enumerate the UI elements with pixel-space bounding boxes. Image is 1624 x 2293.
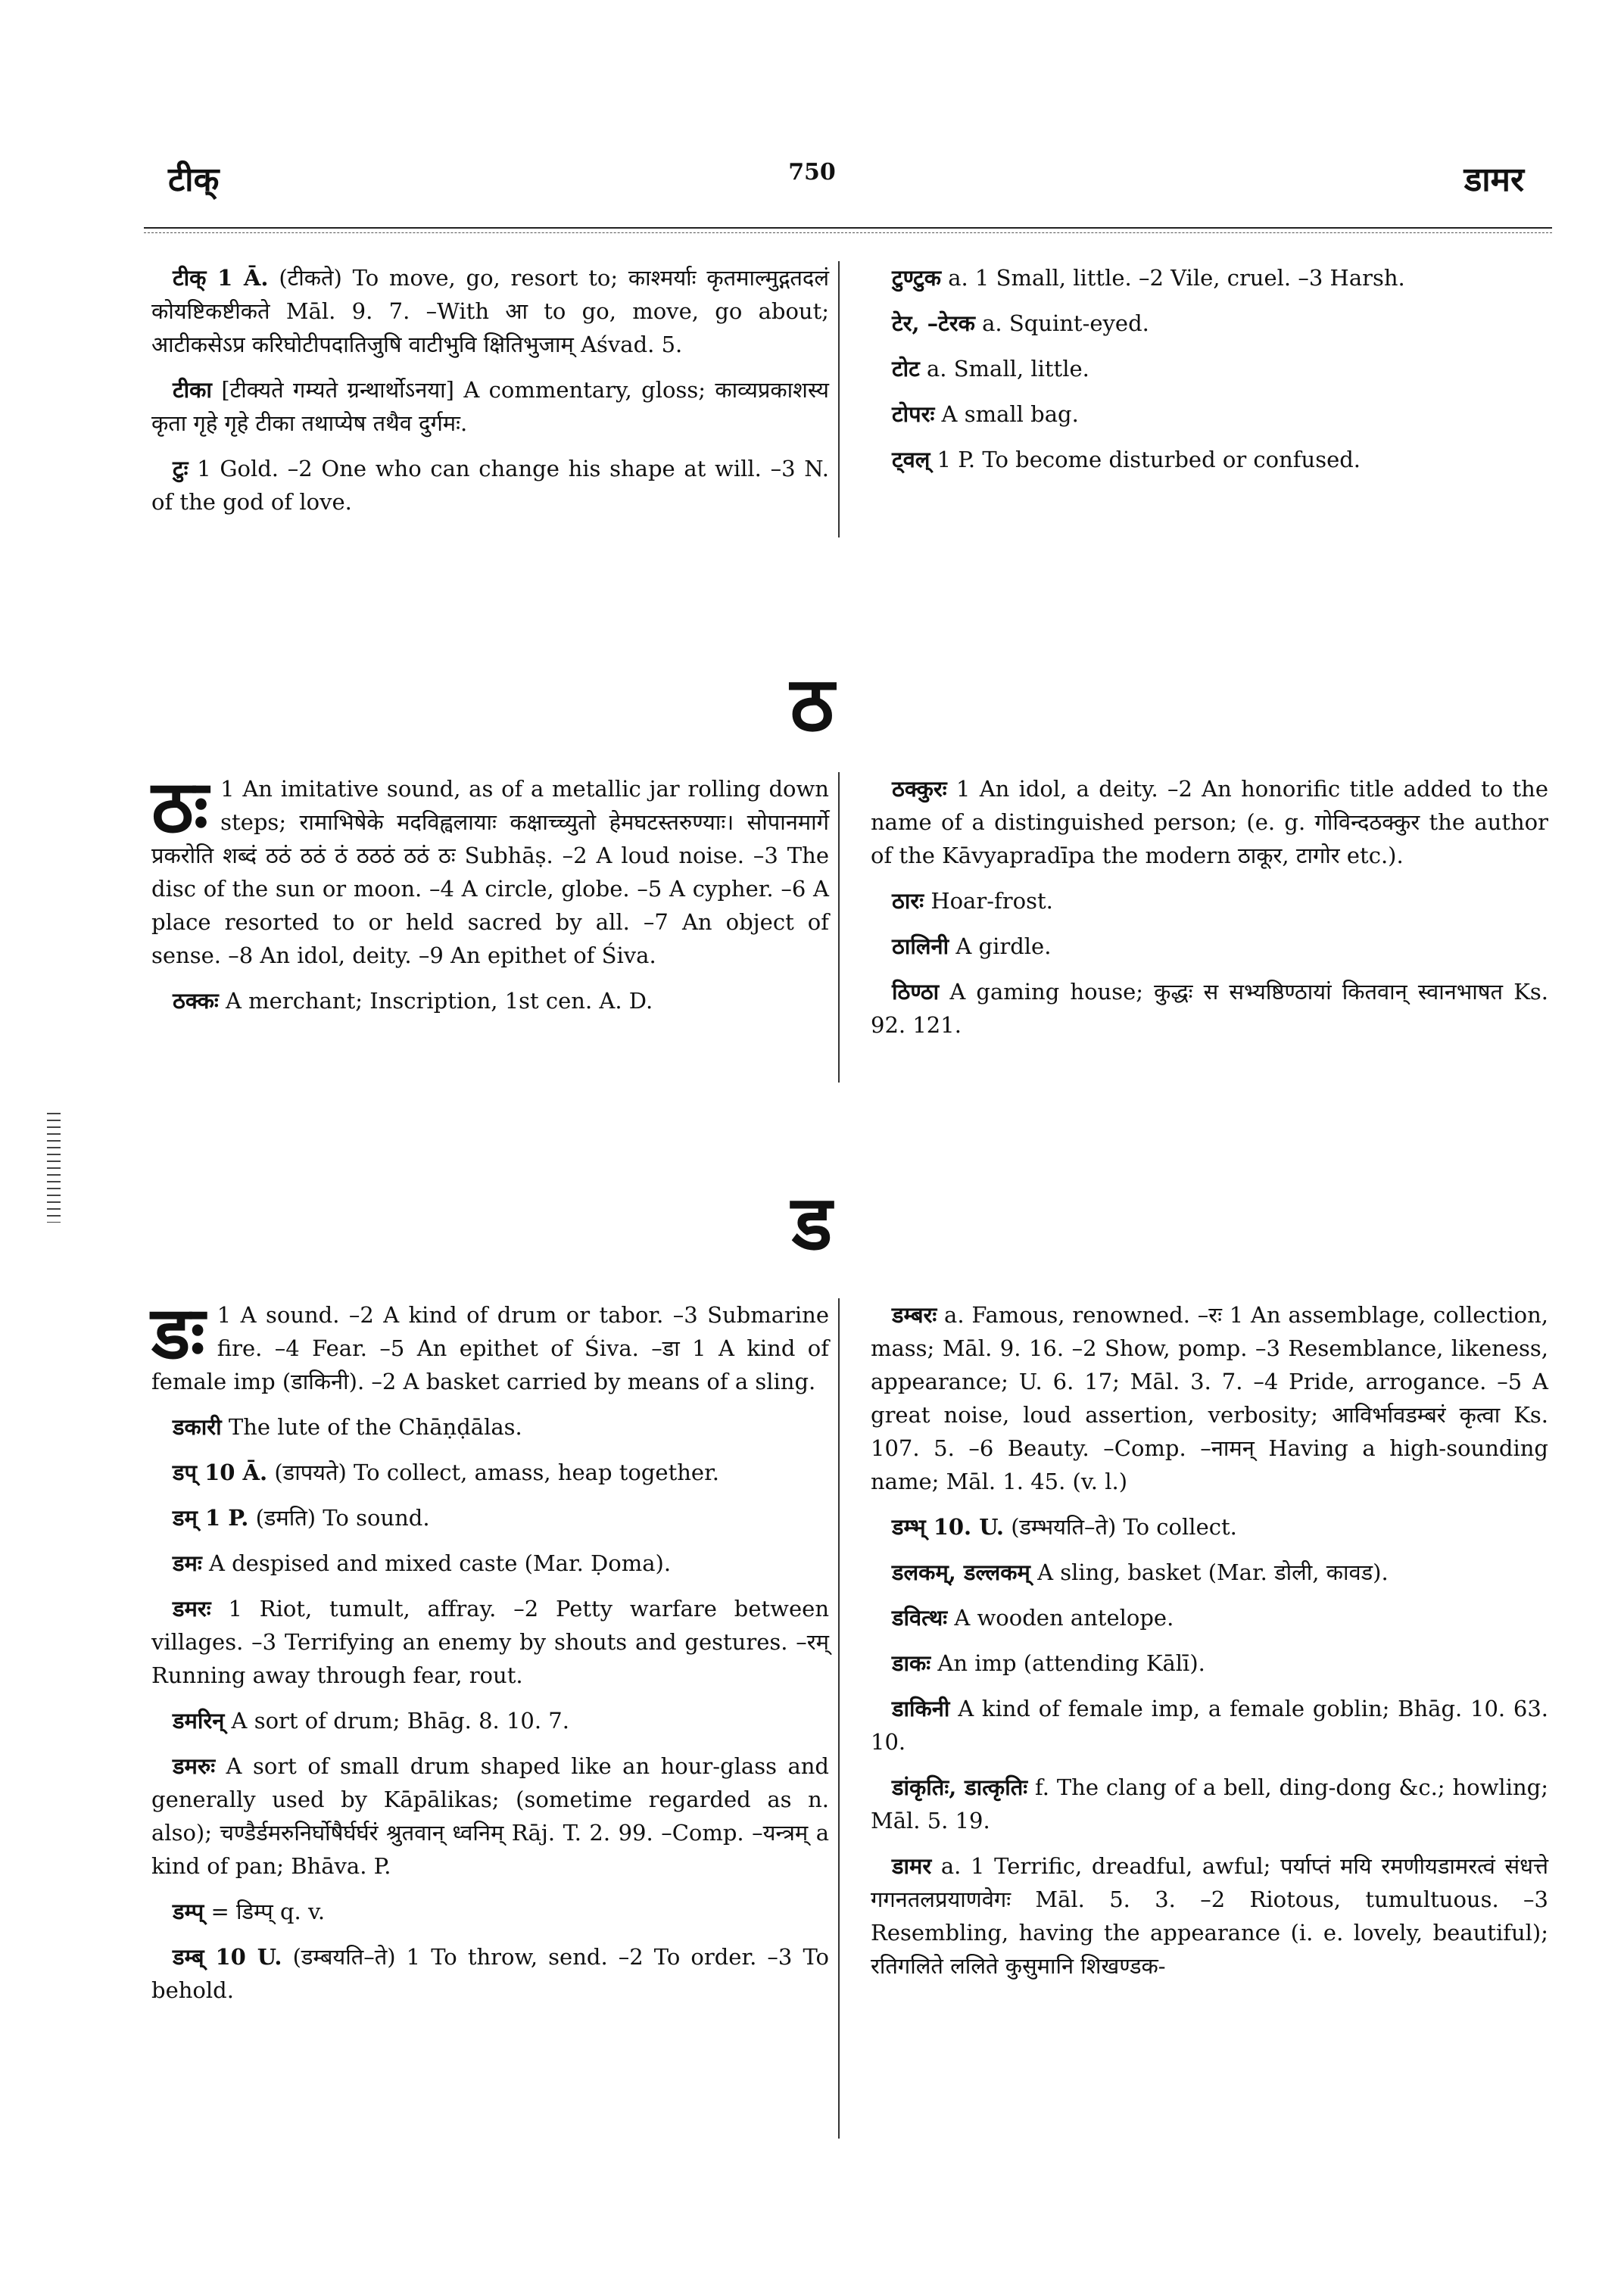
- definition: a. Squint-eyed.: [982, 310, 1149, 336]
- headword: ठक्कुरः: [892, 776, 947, 802]
- definition: A kind of female imp, a female goblin; Bhāg. 10. 63. 10.: [871, 1696, 1548, 1755]
- headword: टोट: [892, 356, 920, 382]
- headword: टोपरः: [892, 401, 935, 427]
- headword: टेर, –टेरक: [892, 310, 975, 336]
- headword: डम् 1 P.: [173, 1505, 249, 1531]
- definition: a. 1 Terrific, dreadful, awful; पर्याप्तं मयि रमणीयडामरत्वं संधत्ते गगनतलप्रयाणवेगः Māl. 5. 3. –2 Riotous, tumultuous. –3 Resembling, having the appearance (i. e. lovely, beautiful); रतिगलिते ललिते कुसुमानि शिखण्डक-: [871, 1853, 1548, 1979]
- definition: A small bag.: [941, 401, 1079, 427]
- headword: ठालिनी: [892, 933, 949, 959]
- entry: [151, 1410, 829, 1444]
- definition: 1 Riot, tumult, affray. –2 Petty warfare between villages. –3 Terrifying an enemy by shouts and gestures. –रम् Running away through fear, rout.: [151, 1596, 829, 1688]
- headword: टीका: [173, 377, 212, 403]
- definition: (डापयते) To collect, amass, heap together.: [274, 1460, 719, 1485]
- entry: [151, 764, 829, 972]
- headword: डम्भ् 10. U.: [892, 1514, 1004, 1540]
- definition: Hoar-frost.: [930, 888, 1053, 914]
- entry: [871, 1849, 1548, 1983]
- definition: The lute of the Chāṇḍālas.: [228, 1414, 522, 1440]
- entry: [871, 1298, 1548, 1498]
- entry: [151, 1940, 829, 2007]
- entry: [871, 1601, 1548, 1634]
- definition: (डमति) To sound.: [255, 1505, 430, 1531]
- entry: [151, 373, 829, 440]
- entry: [871, 1647, 1548, 1680]
- entry: [151, 261, 829, 361]
- entry: [871, 1771, 1548, 1837]
- column-divider: [838, 772, 840, 1083]
- section-letter-tha: ठ: [790, 659, 834, 749]
- entry: [151, 1592, 829, 1692]
- definition: a. Famous, renowned. –रः 1 An assemblage, collection, mass; Māl. 9. 16. –2 Show, pomp. –3 Resemblance, likeness, appearance; U. 6. 17; Māl. 3. 7. –4 Pride, arrogance. –5 A great noise, loud assertion, verbosity; आविर्भावडम्बरं कृत्वा Ks. 107. 5. –6 Beauty. –Comp. –नामन् Having a high-sounding name; Māl. 1. 45. (v. l.): [871, 1302, 1548, 1494]
- definition: A merchant; Inscription, 1st cen. A. D.: [226, 988, 653, 1014]
- headword: डाकः: [892, 1650, 931, 1676]
- headword: डम्ब् 10 U.: [173, 1944, 282, 1970]
- definition: A sort of small drum shaped like an hour-glass and generally used by Kāpālikas; (sometime regarded as n. also); चण्डैर्डमरुनिर्घोषैर्घर्घरं श्रुतवान् ध्वनिम् Rāj. T. 2. 99. –Comp. –यन्त्रम् a kind of pan; Bhāva. P.: [151, 1753, 829, 1879]
- headword: डमरः: [173, 1596, 211, 1622]
- section-3-right-column: [871, 1298, 1548, 1995]
- definition: 1 A sound. –2 A kind of drum or tabor. –3 Submarine fire. –4 Fear. –5 An epithet of Śiva. –डा 1 A kind of female imp (डाकिनी). –2 A basket carried by means of a sling.: [151, 1302, 829, 1394]
- definition: f. The clang of a bell, ding-dong &c.; howling; Māl. 5. 19.: [871, 1774, 1548, 1833]
- entry: [151, 1704, 829, 1737]
- page-number: 750: [788, 159, 836, 185]
- definition: a. 1 Small, little. –2 Vile, cruel. –3 Harsh.: [948, 265, 1405, 291]
- entry: [871, 975, 1548, 1042]
- headword: ट्वल्: [892, 447, 930, 472]
- definition: 1 An idol, a deity. –2 An honorific title added to the name of a distinguished person; (e. g. गोविन्दठक्कुर the author of the Kāvyapradīpa the modern ठाकूर, टागोर etc.).: [871, 776, 1549, 868]
- definition: 1 P. To become disturbed or confused.: [937, 447, 1361, 472]
- section-1-left-column: [151, 261, 829, 531]
- headword: डकारी: [173, 1414, 222, 1440]
- definition: = डिम्प् q. v.: [210, 1899, 326, 1924]
- entry: [151, 1501, 829, 1534]
- definition: A sort of drum; Bhāg. 8. 10. 7.: [231, 1708, 569, 1734]
- headword: टीक् 1 Ā.: [173, 265, 269, 291]
- entry: [871, 1510, 1548, 1544]
- definition: A sling, basket (Mar. डोली, कावड).: [1037, 1559, 1389, 1585]
- definition: An imp (attending Kālī).: [937, 1650, 1205, 1676]
- definition: (डम्भयति–ते) To collect.: [1011, 1514, 1237, 1540]
- section-2-right-column: [871, 772, 1548, 1054]
- definition: A despised and mixed caste (Mar. Ḍoma).: [208, 1550, 672, 1576]
- headword: डम्प्: [173, 1899, 204, 1924]
- entry: [151, 1290, 829, 1398]
- entry: [871, 352, 1548, 385]
- entry: [151, 1547, 829, 1580]
- headword: ठारः: [892, 888, 924, 914]
- headword: डाकिनी: [892, 1696, 950, 1721]
- entry: [871, 261, 1548, 294]
- entry: [871, 443, 1548, 476]
- headword: डप् 10 Ā.: [173, 1460, 268, 1485]
- definition: A gaming house; कुद्धः स सभ्यष्ठिण्ठायां कितवान् स्वानभाषत Ks. 92. 121.: [871, 979, 1548, 1038]
- definition: 1 Gold. –2 One who can change his shape at will. –3 N. of the god of love.: [151, 456, 829, 515]
- headword: डलकम्, डल्लकम्: [892, 1559, 1030, 1585]
- entry: [151, 1456, 829, 1489]
- header-rule: [144, 227, 1552, 229]
- entry: [151, 1749, 829, 1883]
- headword: ठः: [151, 764, 209, 849]
- headword: डम्बरः: [892, 1302, 937, 1328]
- headword: डमरिन्: [173, 1708, 225, 1734]
- column-divider: [838, 1298, 840, 2139]
- headword: डः: [151, 1290, 205, 1375]
- headword: टुण्टुक: [892, 265, 941, 291]
- section-3-left-column: [151, 1290, 829, 2019]
- headword: डमरुः: [173, 1753, 216, 1779]
- headword: डवित्थः: [892, 1605, 948, 1631]
- definition: 1 An imitative sound, as of a metallic jar rolling down steps; रामाभिषेके मदविह्वलायाः कक्षाच्च्युतो हेमघटस्तरुण्याः। सोपानमार्गे प्रकरोति शब्दं ठठं ठठं ठं ठठठं ठठं ठः Subhāṣ. –2 A loud noise. –3 The disc of the sun or moon. –4 A circle, globe. –5 A cypher. –6 A place resorted to or held sacred by all. –7 An object of sense. –8 An idol, deity. –9 An epithet of Śiva.: [151, 776, 829, 968]
- entry: [871, 1556, 1548, 1589]
- headword: डमः: [173, 1550, 202, 1576]
- definition: a. Small, little.: [926, 356, 1089, 382]
- definition: (टीकते) To move, go, resort to; काश्मर्याः कृतमाल्मुद्गतदलं कोयष्टिकष्टीकते Māl. 9. 7. –With आ to go, move, go about; आटीकसेऽप्र करिघोटीपदातिजुषि वाटीभुवि क्षितिभुजाम् Aśvad. 5.: [151, 265, 829, 357]
- entry: [151, 452, 829, 519]
- section-1-right-column: [871, 261, 1548, 488]
- definition: [टीक्यते गम्यते ग्रन्थार्थोऽनया] A commentary, gloss; काव्यप्रकाशस्य कृता गृहे गृहे टीका तथाप्येष तथैव दुर्गमः.: [151, 377, 829, 436]
- entry: [871, 397, 1548, 431]
- entry: [871, 772, 1548, 872]
- definition: A girdle.: [955, 933, 1052, 959]
- entry: [871, 930, 1548, 963]
- headword: डामर: [892, 1853, 932, 1879]
- headword: ठक्कः: [173, 988, 219, 1014]
- entry: [871, 884, 1548, 918]
- definition: (डम्बयति–ते) 1 To throw, send. –2 To order. –3 To behold.: [151, 1944, 829, 2003]
- section-2-left-column: [151, 764, 829, 1030]
- entry: [151, 984, 829, 1017]
- entry: [871, 307, 1548, 340]
- headword: डांकृतिः, डात्कृतिः: [892, 1774, 1028, 1800]
- section-letter-da: ड: [791, 1178, 833, 1267]
- running-head-left: टीक्: [168, 160, 220, 199]
- entry: [871, 1692, 1548, 1759]
- running-head-right: डामर: [1463, 160, 1524, 199]
- headword: ठिण्ठा: [892, 979, 940, 1005]
- headword: टुः: [173, 456, 189, 481]
- column-divider: [838, 261, 840, 537]
- definition: A wooden antelope.: [954, 1605, 1174, 1631]
- entry: [151, 1895, 829, 1928]
- header-dotted-rule: [144, 232, 1552, 233]
